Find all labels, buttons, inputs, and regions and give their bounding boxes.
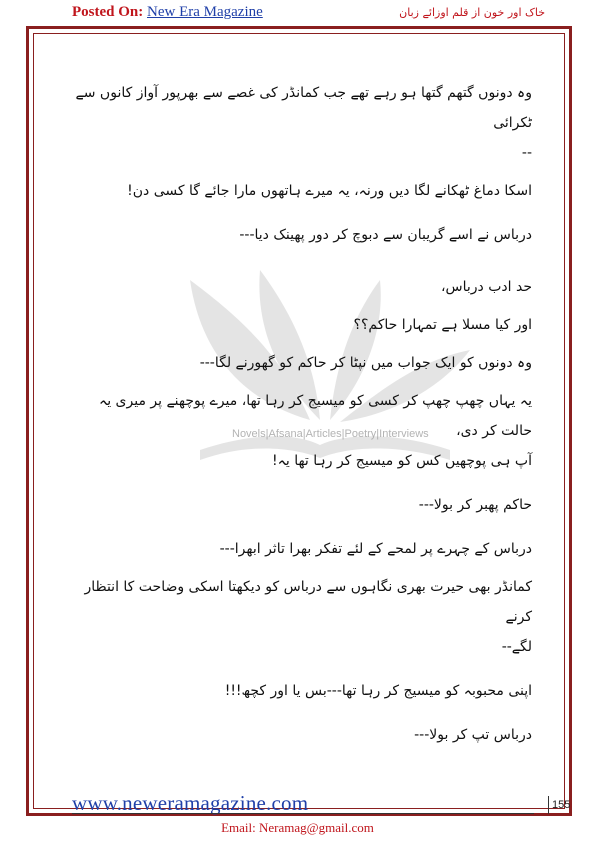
website-link[interactable]: www.neweramagazine.com — [72, 791, 309, 815]
paragraph: حد ادب درباس، — [441, 279, 532, 295]
contact-email: Email: Neramag@gmail.com — [221, 820, 374, 835]
novel-body — [70, 78, 532, 750]
paragraph: اپنی محبوبہ کو میسیج کر رہا تھا---بس یا اور کچھ!!! — [224, 683, 532, 699]
paragraph: -- — [521, 145, 532, 161]
paragraph: وہ دونوں گتھم گتھا ہو رہے تھے جب کمانڈر کی غصے سے بھرپور آواز کانوں سے ٹکرائی — [75, 85, 532, 131]
novel-title: خاک اور خون از قلم اوزائے زبان — [399, 6, 545, 19]
paragraph: وہ دونوں کو ایک جواب میں نپٹا کر حاکم کو گھورنے لگا--- — [199, 355, 532, 371]
page-number: 155 — [548, 796, 570, 814]
paragraph: لگے-- — [501, 639, 532, 655]
posted-on-header — [72, 4, 263, 21]
paragraph: آپ ہی پوچھیں کس کو میسیج کر رہا تھا یہ! — [272, 453, 532, 469]
paragraph: درباس تپ کر بولا--- — [414, 727, 532, 743]
footer-divider — [72, 813, 534, 814]
paragraph: درباس نے اسے گریبان سے دبوچ کر دور پھینک دیا--- — [239, 227, 532, 243]
paragraph: اور کیا مسلا ہے تمہارا حاکم؟؟ — [353, 317, 532, 333]
paragraph: کمانڈر بھی حیرت بھری نگاہوں سے درباس کو دیکھتا اسکی وضاحت کا انتظار کرنے — [84, 579, 532, 625]
paragraph: یہ یہاں چھپ چھپ کر کسی کو میسیج کر رہا تھا، میرے پوچھنے پر میری یہ حالت کر دی، — [99, 393, 532, 439]
posted-on-label: Posted On: — [72, 4, 144, 20]
paragraph: درباس کے چہرے پر لمحے کے لئے تفکر بھرا تاثر ابھرا--- — [219, 541, 532, 557]
watermark-caption: Novels|Afsana|Articles|Poetry|Interviews — [232, 428, 429, 440]
paragraph: اسکا دماغ ٹھکانے لگا دیں ورنہ، یہ میرے ہاتھوں مارا جائے گا کسی دن! — [127, 183, 532, 199]
paragraph: حاکم پھبر کر بولا--- — [418, 497, 532, 513]
magazine-link[interactable]: New Era Magazine — [147, 4, 263, 20]
